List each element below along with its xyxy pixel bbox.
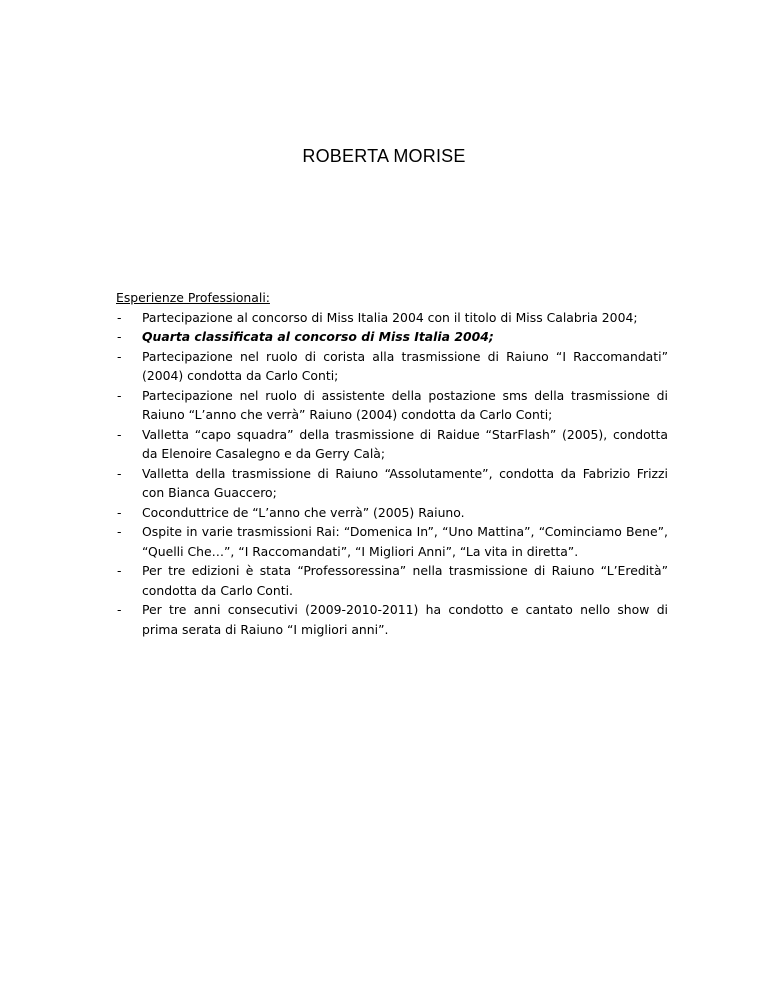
- list-item: [116, 600, 668, 639]
- bullet-dash: -: [117, 602, 122, 617]
- bullet-dash: -: [117, 309, 122, 325]
- list-item-text: Valletta della trasmissione di Raiuno “Assolutamente”, condotta da Fabrizio Frizzi con Bianca Guaccero;: [142, 465, 668, 500]
- bullet-dash: -: [117, 563, 122, 578]
- list-item: [116, 561, 668, 600]
- list-item-text: Partecipazione al concorso di Miss Italia 2004 con il titolo di Miss Calabria 2004;: [142, 309, 638, 325]
- list-item-text: Valletta “capo squadra” della trasmissione di Raidue “StarFlash” (2005), condotta da Elenoire Casalegno e da Gerry Calà;: [142, 426, 668, 461]
- list-item-text: Coconduttrice de “L’anno che verrà” (2005) Raiuno.: [142, 504, 465, 520]
- list-item: [116, 464, 668, 503]
- list-item: [116, 347, 668, 386]
- list-item: [116, 522, 668, 561]
- list-item: [116, 503, 668, 523]
- list-item: [116, 425, 668, 464]
- bullet-dash: -: [117, 329, 122, 344]
- list-item: [116, 327, 668, 347]
- experience-list: [116, 308, 668, 640]
- bullet-dash: -: [117, 524, 122, 539]
- bullet-dash: -: [117, 426, 122, 442]
- list-item: [116, 386, 668, 425]
- bullet-dash: -: [117, 465, 122, 481]
- list-item-text: Per tre anni consecutivi (2009-2010-2011) ha condotto e cantato nello show di prima serata di Raiuno “I migliori anni”.: [142, 602, 668, 637]
- list-item-text: Partecipazione nel ruolo di assistente della postazione sms della trasmissione di Raiuno “L’anno che verrà” Raiuno (2004) condotta da Carlo Conti;: [142, 387, 668, 422]
- list-item-text: Quarta classificata al concorso di Miss Italia 2004;: [142, 329, 494, 344]
- bullet-dash: -: [117, 504, 122, 520]
- list-item: [116, 308, 668, 328]
- list-item-text: Ospite in varie trasmissioni Rai: “Domenica In”, “Uno Mattina”, “Cominciamo Bene”, “Quelli Che…”, “I Raccomandati”, “I Migliori Anni”, “La vita in diretta”.: [142, 524, 668, 559]
- section-heading: Esperienze Professionali:: [116, 290, 270, 305]
- list-item-text: Partecipazione nel ruolo di corista alla trasmissione di Raiuno “I Raccomandati” (2004) condotta da Carlo Conti;: [142, 348, 668, 383]
- experience-section: [116, 288, 668, 639]
- bullet-dash: -: [117, 387, 122, 403]
- bullet-dash: -: [117, 348, 122, 364]
- document-title: ROBERTA MORISE: [302, 146, 466, 166]
- list-item-text: Per tre edizioni è stata “Professoressina” nella trasmissione di Raiuno “L’Eredità” condotta da Carlo Conti.: [142, 563, 668, 598]
